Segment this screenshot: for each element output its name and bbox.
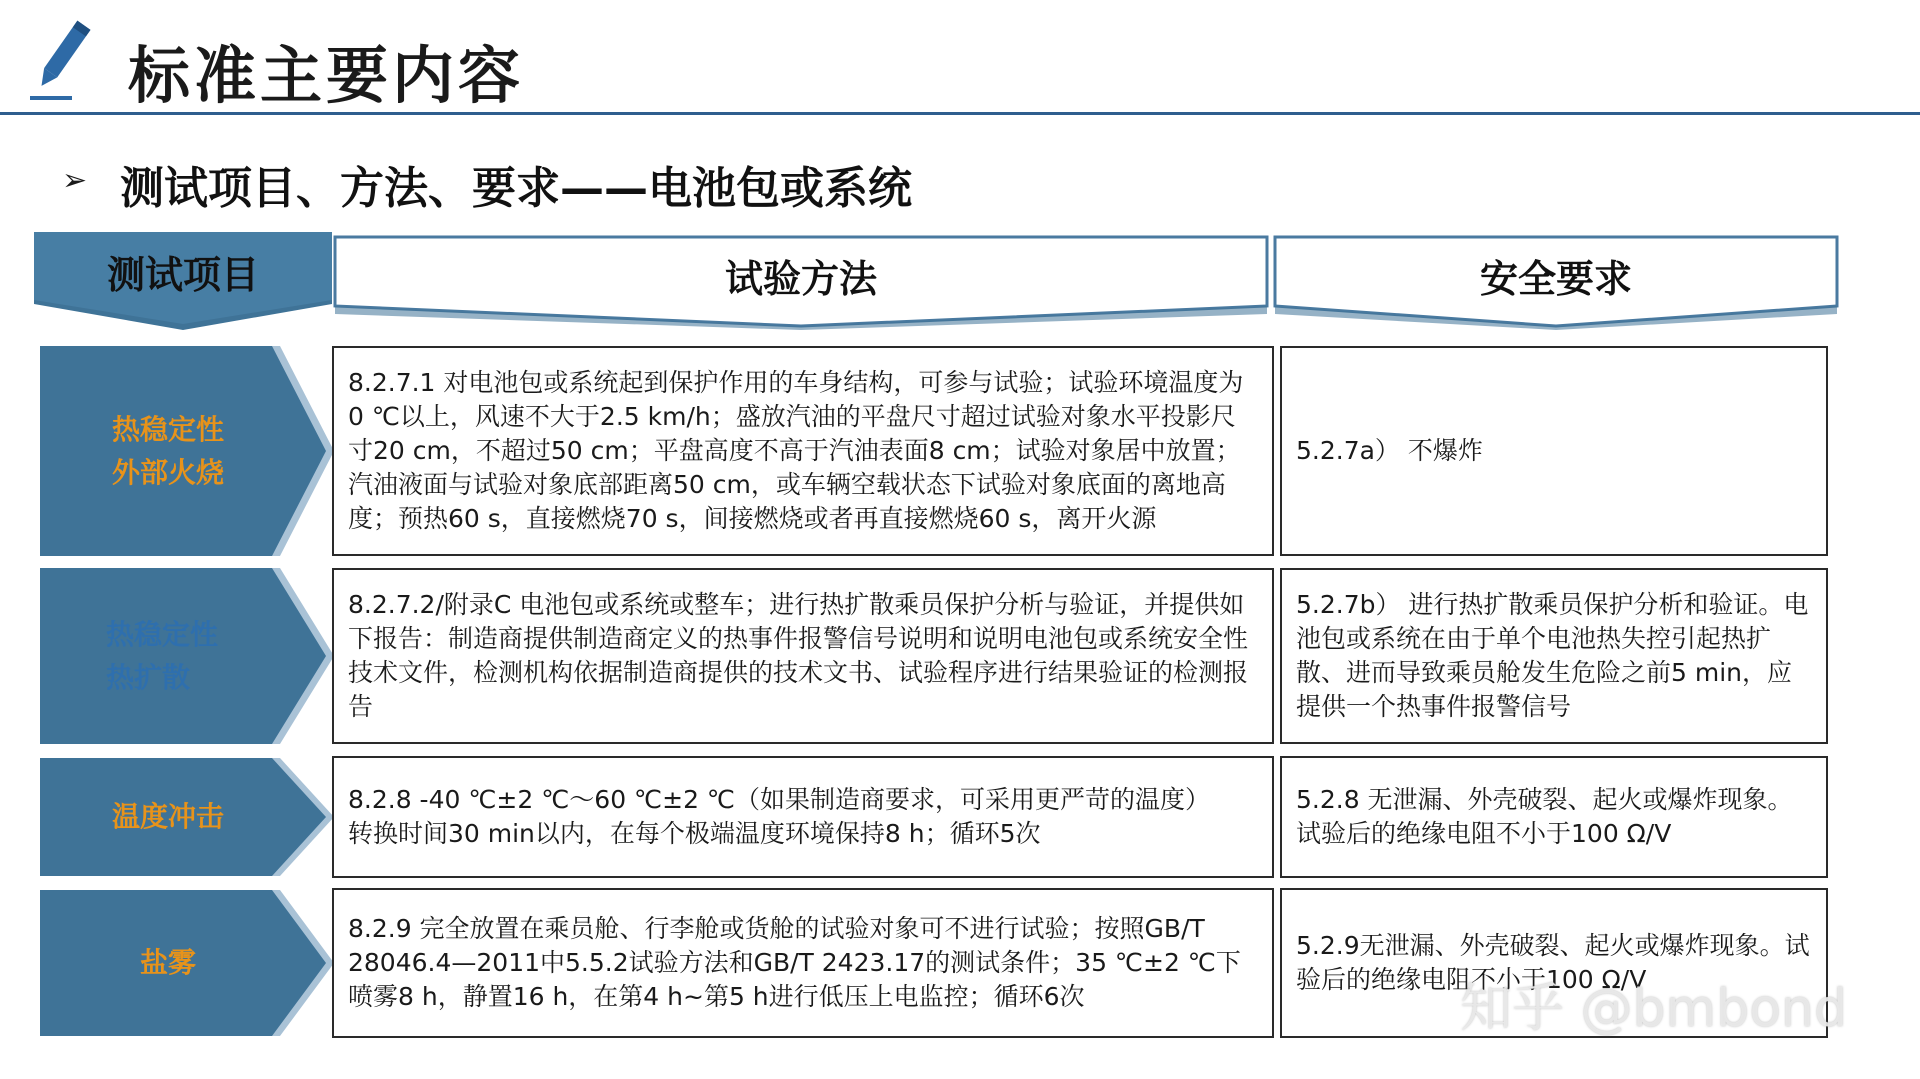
row-label-thermal-external-fire	[40, 346, 334, 556]
row-label-line: 盐雾	[140, 946, 197, 980]
row-label-line: 温度冲击	[112, 800, 225, 834]
row-label-thermal-shock	[40, 758, 334, 876]
column-header-test-item	[34, 232, 332, 332]
row-label-line: 外部火烧	[112, 456, 225, 489]
watermark: 知乎 @bmbond	[1460, 979, 1847, 1039]
method-cell-salt-spray	[332, 888, 1274, 1038]
requirement-text: 5.2.8 无泄漏、外壳破裂、起火或爆炸现象。试验后的绝缘电阻不小于100 Ω/V	[1296, 785, 1793, 848]
requirement-cell-thermal-external-fire	[1280, 346, 1828, 556]
column-header-safety-requirement-label: 安全要求	[1479, 257, 1632, 301]
row-label-line: 热稳定性	[112, 412, 225, 446]
method-cell-thermal-propagation	[332, 568, 1274, 744]
column-header-test-method-label: 试验方法	[724, 257, 877, 301]
method-text: 8.2.9 完全放置在乘员舱、行李舱或货舱的试验对象可不进行试验；按照GB/T 28046.4—2011中5.5.2试验方法和GB/T 2423.17的测试条件；35 ℃±2 ℃下喷雾8 h，静置16 h，在第4 h~第5 h进行低压上电监控；循环6次	[348, 914, 1241, 1011]
row-label-line: 热稳定性	[106, 617, 219, 651]
requirement-cell-thermal-propagation	[1280, 568, 1828, 744]
method-text: 8.2.8 -40 ℃±2 ℃～60 ℃±2 ℃（如果制造商要求，可采用更严苛的温度） 转换时间30 min以内，在每个极端温度环境保持8 h；循环5次	[348, 785, 1211, 848]
requirement-text: 5.2.7a） 不爆炸	[1296, 436, 1483, 465]
method-cell-thermal-shock	[332, 756, 1274, 878]
pencil-icon	[26, 12, 96, 104]
requirement-cell-thermal-shock	[1280, 756, 1828, 878]
method-cell-thermal-external-fire	[332, 346, 1274, 556]
requirement-text: 5.2.9无泄漏、外壳破裂、起火或爆炸现象。试验后的绝缘电阻不小于100 Ω/V	[1296, 931, 1810, 994]
column-header-test-item-label: 测试项目	[106, 253, 259, 297]
method-text: 8.2.7.2/附录C 电池包或系统或整车；进行热扩散乘员保护分析与验证，并提供如下报告：制造商提供制造商定义的热事件报警信号说明和说明电池包或系统安全性技术文件，检测机构依据制造商提供的技术文书、试验程序进行结果验证的检测报告	[348, 590, 1249, 721]
column-header-test-method	[332, 234, 1270, 330]
requirement-text: 5.2.7b） 进行热扩散乘员保护分析和验证。电池包或系统在由于单个电池热失控引起热扩散、进而导致乘员舱发生危险之前5 min，应提供一个热事件报警信号	[1296, 590, 1809, 721]
row-label-line: 热扩散	[106, 661, 191, 694]
page-title: 标准主要内容	[128, 39, 525, 112]
method-text: 8.2.7.1 对电池包或系统起到保护作用的车身结构，可参与试验；试验环境温度为0 ℃以上，风速不大于2.5 km/h；盛放汽油的平盘尺寸超过试验对象水平投影尺寸20 cm，不超过50 cm；平盘高度不高于汽油表面8 cm；试验对象居中放置；汽油液面与试验对象底部距离50 cm，或车辆空载状态下试验对象底面的离地高度；预热60 s，直接燃烧70 s，间接燃烧或者再直接燃烧60 s，离开火源	[348, 368, 1244, 533]
section-subtitle: 测试项目、方法、要求——电池包或系统	[120, 163, 912, 214]
row-label-thermal-propagation	[40, 568, 334, 744]
row-label-salt-spray	[40, 890, 334, 1036]
column-header-safety-requirement	[1272, 234, 1840, 330]
title-divider	[0, 112, 1920, 115]
subtitle-bullet-icon: ➢	[62, 163, 88, 198]
